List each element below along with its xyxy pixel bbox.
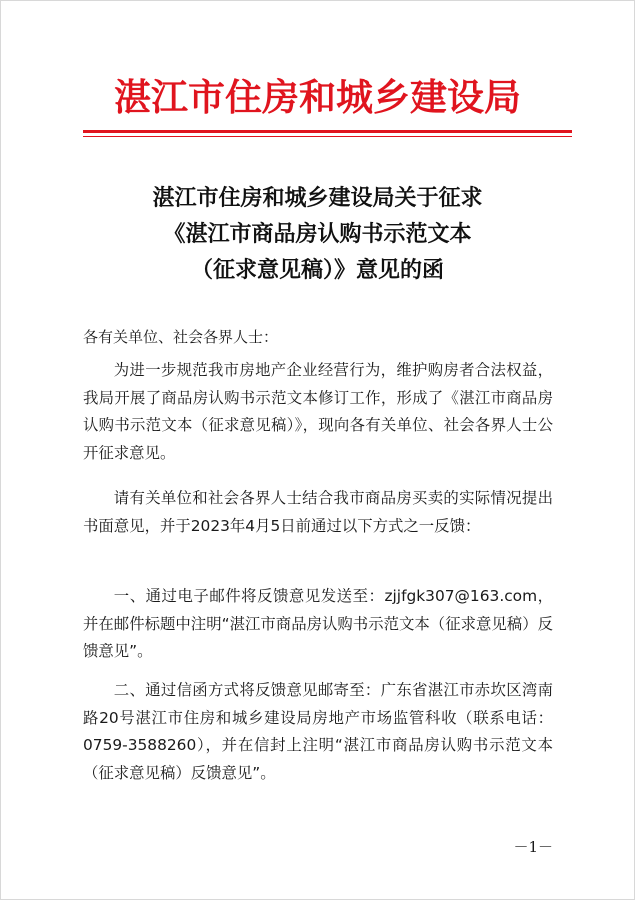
title-line-3: （征求意见稿）》意见的函: [190, 257, 444, 283]
body-paragraph-email-method: 一、通过电子邮件将反馈意见发送至：zjjfgk307@163.com，并在邮件标题中注明“湛江市商品房认购书示范文本（征求意见稿）反馈意见”。: [83, 587, 553, 660]
body-paragraph-intro: 为进一步规范我市房地产企业经营行为，维护购房者合法权益，我局开展了商品房认购书示范文本修订工作，形成了《湛江市商品房认购书示范文本（征求意见稿）》，现向各有关单位、社会各界人士公开征求意见。: [83, 361, 553, 462]
body-paragraph-request: 请有关单位和社会各界人士结合我市商品房买卖的实际情况提出书面意见，并于2023年4月5日前通过以下方式之一反馈：: [83, 489, 553, 535]
document-title: [60, 180, 575, 288]
body-paragraph-mail-method: 二、通过信函方式将反馈意见邮寄至：广东省湛江市赤坎区湾南路20号湛江市住房和城乡建设局房地产市场监管科收（联系电话：0759-3588260），并在信封上注明“湛江市商品房认购书示范文本（征求意见稿）反馈意见”。: [83, 681, 553, 782]
title-line-1: 湛江市住房和城乡建设局关于征求: [152, 185, 483, 211]
salutation: 各有关单位、社会各界人士：: [83, 328, 279, 346]
letterhead-org-name: 湛江市住房和城乡建设局: [114, 75, 521, 119]
page-number: －1－: [513, 838, 553, 856]
letterhead-red-rule-thick: [83, 130, 572, 133]
title-line-2: 《湛江市商品房认购书示范文本: [163, 221, 472, 247]
letterhead-red-rule-thin: [83, 136, 572, 137]
